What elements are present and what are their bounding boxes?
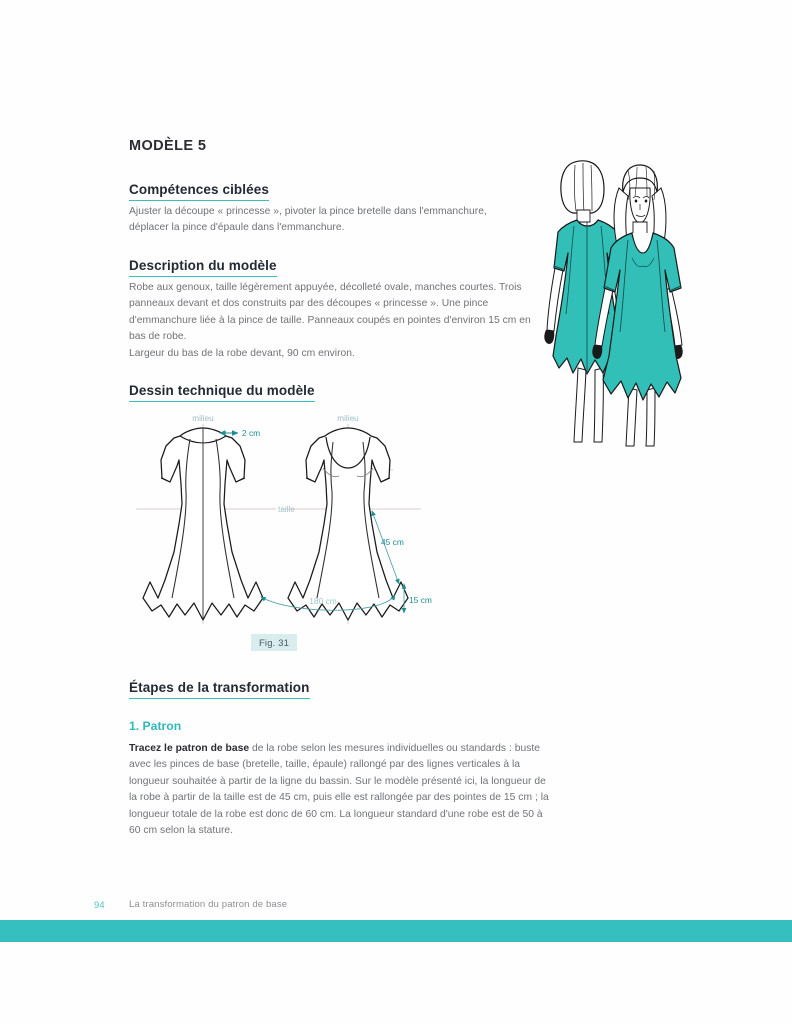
section-body-description — [129, 280, 534, 362]
footer-accent-bar — [0, 920, 792, 942]
subsection-heading-patron: 1. Patron — [129, 719, 182, 733]
label-45cm: 45 cm — [381, 537, 404, 547]
description-paragraph-1: Robe aux genoux, taille légèrement appuyée, décolleté ovale, manches courtes. Trois panneaux devant et dos construits par des découpes « princesse ». Une pince d'emmanchure liée à la pince de taille. Panneaux coupés en pointes d'environ 15 cm en bas de robe. — [129, 282, 531, 343]
figure-caption: Fig. 31 — [251, 634, 297, 651]
fashion-illustration — [533, 140, 728, 450]
label-2cm: 2 cm — [242, 428, 261, 438]
label-milieu-front: milieu — [337, 414, 359, 423]
section-body-patron — [129, 741, 549, 839]
tech-back-view — [136, 414, 295, 624]
description-paragraph-2: Largeur du bas de la robe devant, 90 cm environ. — [129, 347, 355, 359]
footer-chapter-text: La transformation du patron de base — [129, 899, 288, 910]
section-heading-dessin: Dessin technique du modèle — [129, 383, 315, 402]
figure-front-view — [592, 165, 682, 446]
page-title: MODÈLE 5 — [129, 138, 207, 154]
section-heading-description: Description du modèle — [129, 258, 277, 277]
patron-body-text: de la robe selon les mesures individuelles ou standards : buste avec les pinces de base (bretelle, taille, épaule) rallongé par des lignes verticales à la longueur souhaitée à partir de la ligne du bassin. Sur le modèle présenté ici, la longueur de la robe à partir de la taille est de 45 cm, puis elle est rallongée par des pointes de 15 cm ; la longueur totale de la robe est donc de 60 cm. La longueur standard d'une robe est de 50 à 60 cm selon la stature. — [129, 743, 549, 837]
section-heading-competences: Compétences ciblées — [129, 182, 269, 201]
tech-front-view — [261, 414, 432, 624]
patron-lead-text: Tracez le patron de base — [129, 743, 250, 754]
label-milieu-back: milieu — [192, 414, 214, 423]
section-body-competences: Ajuster la découpe « princesse », pivoter la pince bretelle dans l'emmanchure, déplacer la pince d'épaule dans l'emmanchure. — [129, 206, 487, 234]
label-180cm: 180 cm — [309, 596, 337, 606]
label-15cm: 15 cm — [409, 595, 432, 605]
technical-drawing — [128, 412, 468, 637]
label-taille: taille — [278, 505, 295, 514]
section-heading-etapes: Étapes de la transformation — [129, 680, 310, 699]
footer-page-number: 94 — [94, 899, 105, 910]
